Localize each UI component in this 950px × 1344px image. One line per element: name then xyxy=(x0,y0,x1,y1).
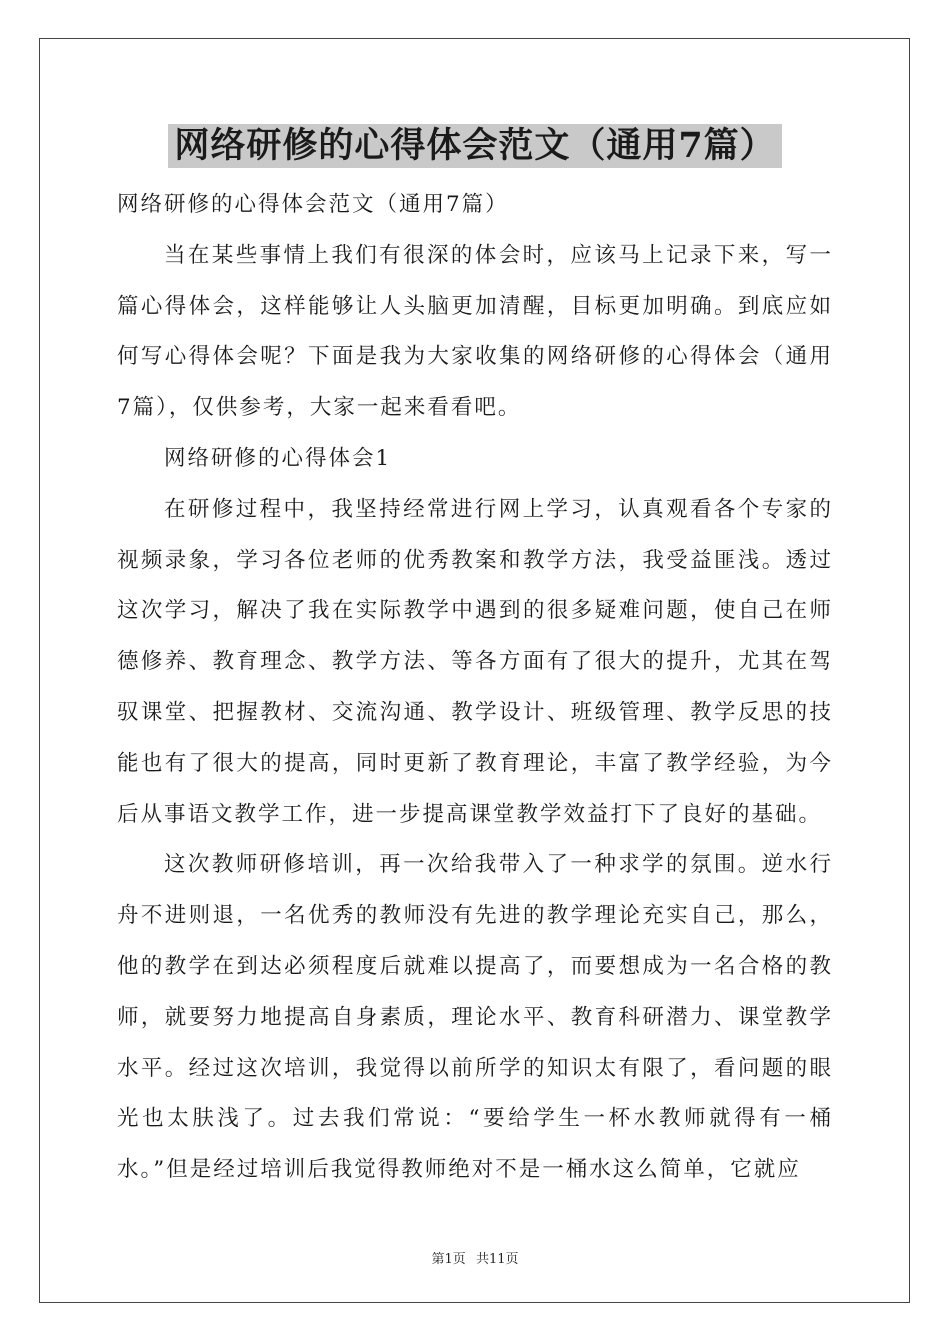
document-title: 网络研修的心得体会范文（通用7篇） xyxy=(168,124,781,168)
title-container xyxy=(0,124,950,168)
paragraph-body-1: 在研修过程中，我坚持经常进行网上学习，认真观看各个专家的视频录象，学习各位老师的优秀教案和教学方法，我受益匪浅。透过这次学习，解决了我在实际教学中遇到的很多疑难问题，使自己在师德修养、教育理念、教学方法、等各方面有了很大的提升，尤其在驾驭课堂、把握教材、交流沟通、教学设计、班级管理、教学反思的技能也有了很大的提高，同时更新了教育理论，丰富了教学经验，为今后从事语文教学工作，进一步提高课堂教学效益打下了良好的基础。 xyxy=(117,496,833,827)
document-subtitle: 网络研修的心得体会范文（通用7篇） xyxy=(117,192,509,217)
paragraph-intro: 当在某些事情上我们有很深的体会时，应该马上记录下来，写一篇心得体会，这样能够让人头脑更加清醒，目标更加明确。到底应如何写心得体会呢？下面是我为大家收集的网络研修的心得体会（通用7篇），仅供参考，大家一起来看看吧。 xyxy=(117,242,833,421)
section-heading-1: 网络研修的心得体会1 xyxy=(164,445,392,471)
page-number: 第1页 xyxy=(431,1252,466,1267)
page-total: 共11页 xyxy=(475,1252,519,1267)
paragraph-body-2: 这次教师研修培训，再一次给我带入了一种求学的氛围。逆水行舟不进则退，一名优秀的教师没有先进的教学理论充实自己，那么，他的教学在到达必须程度后就难以提高了，而要想成为一名合格的教师，就要努力地提高自身素质，理论水平、教育科研潜力、课堂教学水平。经过这次培训，我觉得以前所学的知识太有限了，看问题的眼光也太肤浅了。过去我们常说：“要给学生一杯水教师就得有一桶水。”但是经过培训后我觉得教师绝对不是一桶水这么简单，它就应 xyxy=(117,852,833,1183)
document-body xyxy=(117,180,833,1196)
page-footer xyxy=(0,1248,950,1267)
